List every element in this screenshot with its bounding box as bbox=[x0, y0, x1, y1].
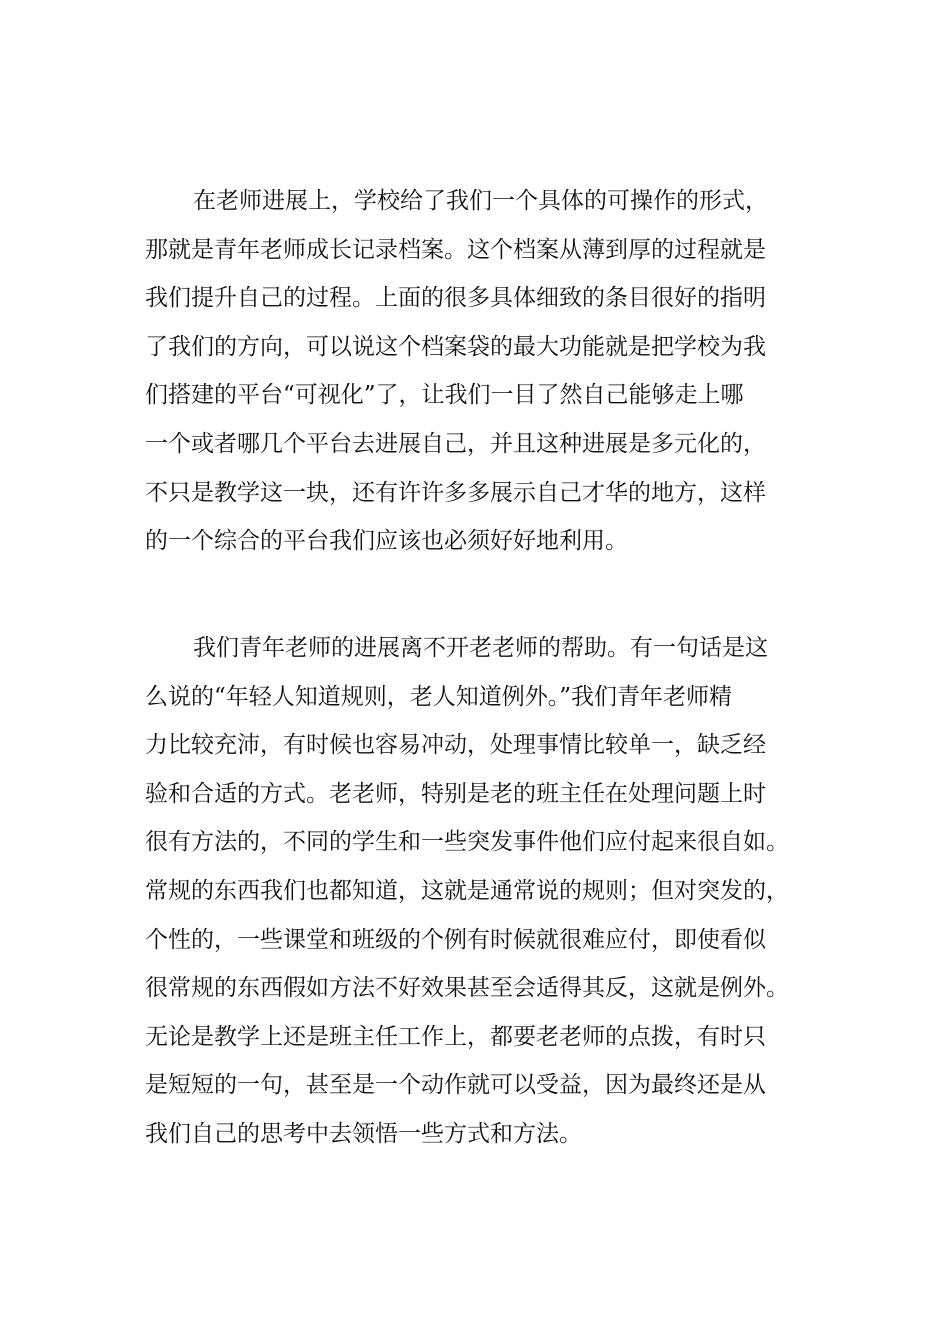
paragraph-line: 的一个综合的平台我们应该也必须好好地利用。 bbox=[145, 528, 628, 555]
paragraph-teacher-growth-archive bbox=[145, 177, 810, 566]
paragraph-line: 是短短的一句，甚至是一个动作就可以受益，因为最终还是从 bbox=[145, 1072, 766, 1099]
paragraph-line: 一个或者哪几个平台去进展自己，并且这种进展是多元化的， bbox=[145, 430, 766, 457]
paragraph-line: 很常规的东西假如方法不好效果甚至会适得其反，这就是例外。 bbox=[145, 975, 789, 1002]
paragraph-line: 我们自己的思考中去领悟一些方式和方法。 bbox=[145, 1120, 582, 1147]
paragraph-line: 了我们的方向，可以说这个档案袋的最大功能就是把学校为我 bbox=[145, 333, 766, 360]
paragraph-line: 无论是教学上还是班主任工作上，都要老老师的点拨，有时只 bbox=[145, 1023, 766, 1050]
paragraph-senior-teacher-help bbox=[145, 624, 810, 1159]
paragraph-line: 么说的“年轻人知道规则，老人知道例外。”我们青年老师精 bbox=[145, 683, 733, 710]
paragraph-line: 那就是青年老师成长记录档案。这个档案从薄到厚的过程就是 bbox=[145, 236, 766, 263]
paragraph-line: 力比较充沛，有时候也容易冲动，处理事情比较单一，缺乏经 bbox=[145, 732, 766, 759]
paragraph-line: 验和合适的方式。老老师，特别是老的班主任在处理问题上时 bbox=[145, 780, 766, 807]
paragraph-line: 常规的东西我们也都知道，这就是通常说的规则；但对突发的， bbox=[145, 877, 789, 904]
paragraph-line: 在老师进展上，学校给了我们一个具体的可操作的形式， bbox=[193, 188, 768, 214]
paragraph-line: 们搭建的平台“可视化”了，让我们一目了然自己能够走上哪 bbox=[145, 382, 744, 409]
paragraph-line: 我们青年老师的进展离不开老老师的帮助。有一句话是这 bbox=[193, 635, 768, 661]
paragraph-line: 不只是教学这一块，还有许许多多展示自己才华的地方，这样 bbox=[145, 479, 766, 506]
paragraph-line: 很有方法的，不同的学生和一些突发事件他们应付起来很自如。 bbox=[145, 829, 789, 856]
paragraph-line: 我们提升自己的过程。上面的很多具体细致的条目很好的指明 bbox=[145, 285, 766, 312]
paragraph-line: 个性的，一些课堂和班级的个例有时候就很难应付，即使看似 bbox=[145, 926, 766, 953]
